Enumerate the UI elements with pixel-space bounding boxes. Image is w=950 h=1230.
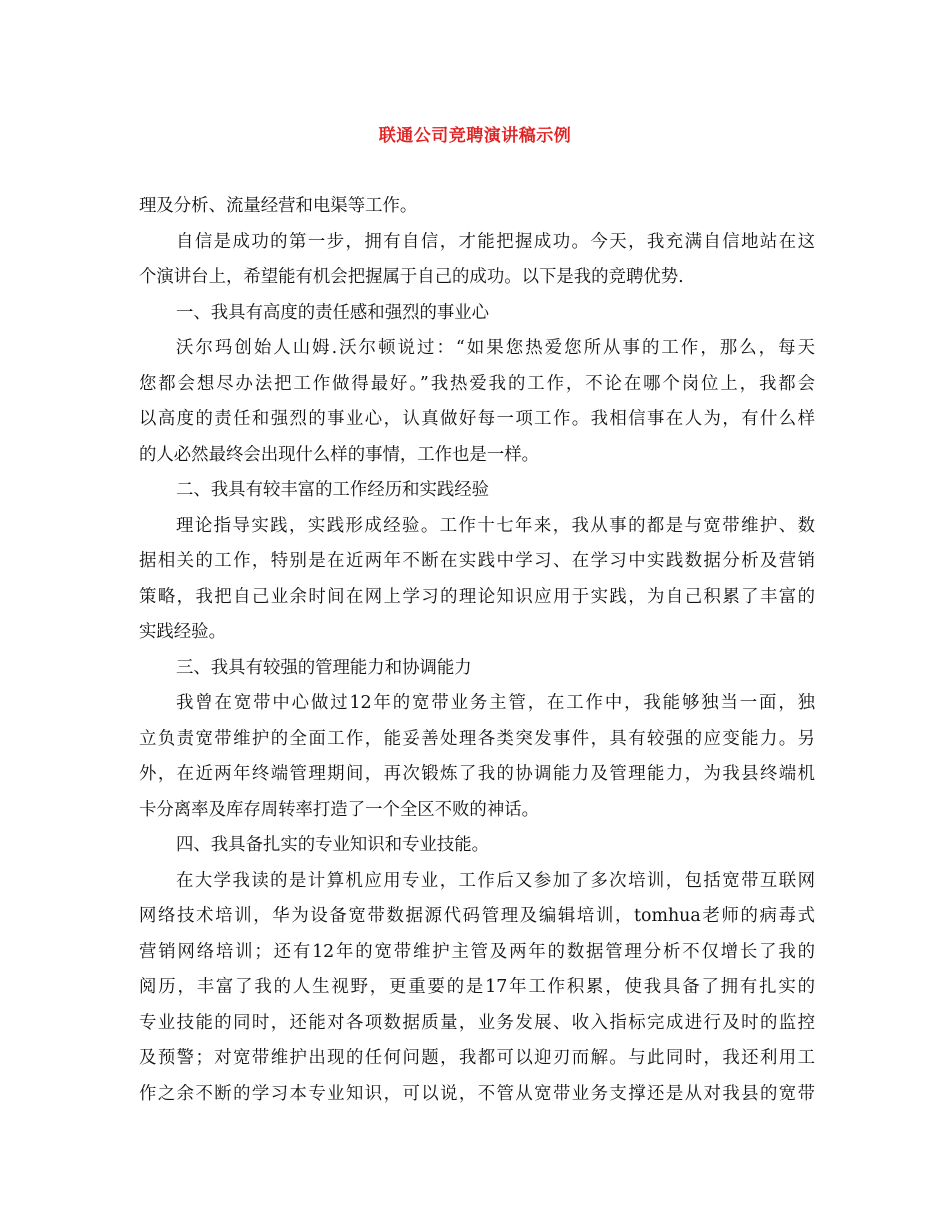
text-line: 理及分析、流量经营和电渠等工作。 [139, 196, 418, 216]
text-line: 阅历，丰富了我的人生视野，更重要的是17年工作积累，使我具备了拥有扎实的 [139, 977, 815, 997]
document-title: 联通公司竞聘演讲稿示例 [378, 126, 572, 146]
text-line: 营销网络培训；还有12年的宽带维护主管及两年的数据管理分析不仅增长了我的 [139, 941, 815, 962]
text-line: 您都会想尽办法把工作做得最好。”我热爱我的工作，不论在哪个岗位上，我都会 [139, 373, 815, 394]
text-line: 三、我具有较强的管理能力和协调能力 [176, 657, 472, 678]
text-line: 卡分离率及库存周转率打造了一个全区不败的神话。 [139, 799, 539, 820]
text-line: 及预警；对宽带维护出现的任何问题，我都可以迎刃而解。与此同时，我还利用工 [139, 1048, 815, 1068]
text-line: 在大学我读的是计算机应用专业，工作后又参加了多次培训，包括宽带互联网 [176, 870, 815, 891]
text-line: 立负责宽带维护的全面工作，能妥善处理各类突发事件，具有较强的应变能力。另 [139, 728, 815, 749]
text-line: 实践经验。 [139, 622, 226, 642]
text-line: 一、我具有高度的责任感和强烈的事业心 [176, 302, 490, 323]
text-line: 外，在近两年终端管理期间，再次锻炼了我的协调能力及管理能力，为我县终端机 [139, 764, 815, 784]
text-line: 我曾在宽带中心做过12年的宽带业务主管，在工作中，我能够独当一面，独 [176, 693, 815, 713]
text-line: 理论指导实践，实践形成经验。工作十七年来，我从事的都是与宽带维护、数 [176, 515, 815, 536]
text-line: 个演讲台上，希望能有机会把握属于自己的成功。以下是我的竞聘优势. [139, 267, 684, 287]
text-line: 作之余不断的学习本专业知识，可以说，不管从宽带业务支撑还是从对我县的宽带 [139, 1083, 815, 1104]
text-line: 网络技术培训，华为设备宽带数据源代码管理及编辑培训，tomhua老师的病毒式 [139, 906, 815, 926]
text-line: 以高度的责任和强烈的事业心，认真做好每一项工作。我相信事在人为，有什么样 [139, 409, 815, 429]
text-line: 二、我具有较丰富的工作经历和实践经验 [176, 480, 490, 500]
text-line: 沃尔玛创始人山姆.沃尔顿说过：“如果您热爱您所从事的工作，那么，每天 [176, 338, 815, 358]
text-line: 四、我具备扎实的专业知识和专业技能。 [176, 835, 490, 855]
text-line: 的人必然最终会出现什么样的事情，工作也是一样。 [139, 444, 539, 465]
document-body [139, 189, 815, 1112]
text-line: 专业技能的同时，还能对各项数据质量，业务发展、收入指标完成进行及时的监控 [139, 1012, 815, 1033]
text-line: 自信是成功的第一步，拥有自信，才能把握成功。今天，我充满自信地站在这 [176, 231, 815, 252]
text-line: 策略，我把自己业余时间在网上学习的理论知识应用于实践，为自己积累了丰富的 [139, 586, 815, 607]
text-line: 据相关的工作，特别是在近两年不断在实践中学习、在学习中实践数据分析及营销 [139, 551, 815, 571]
